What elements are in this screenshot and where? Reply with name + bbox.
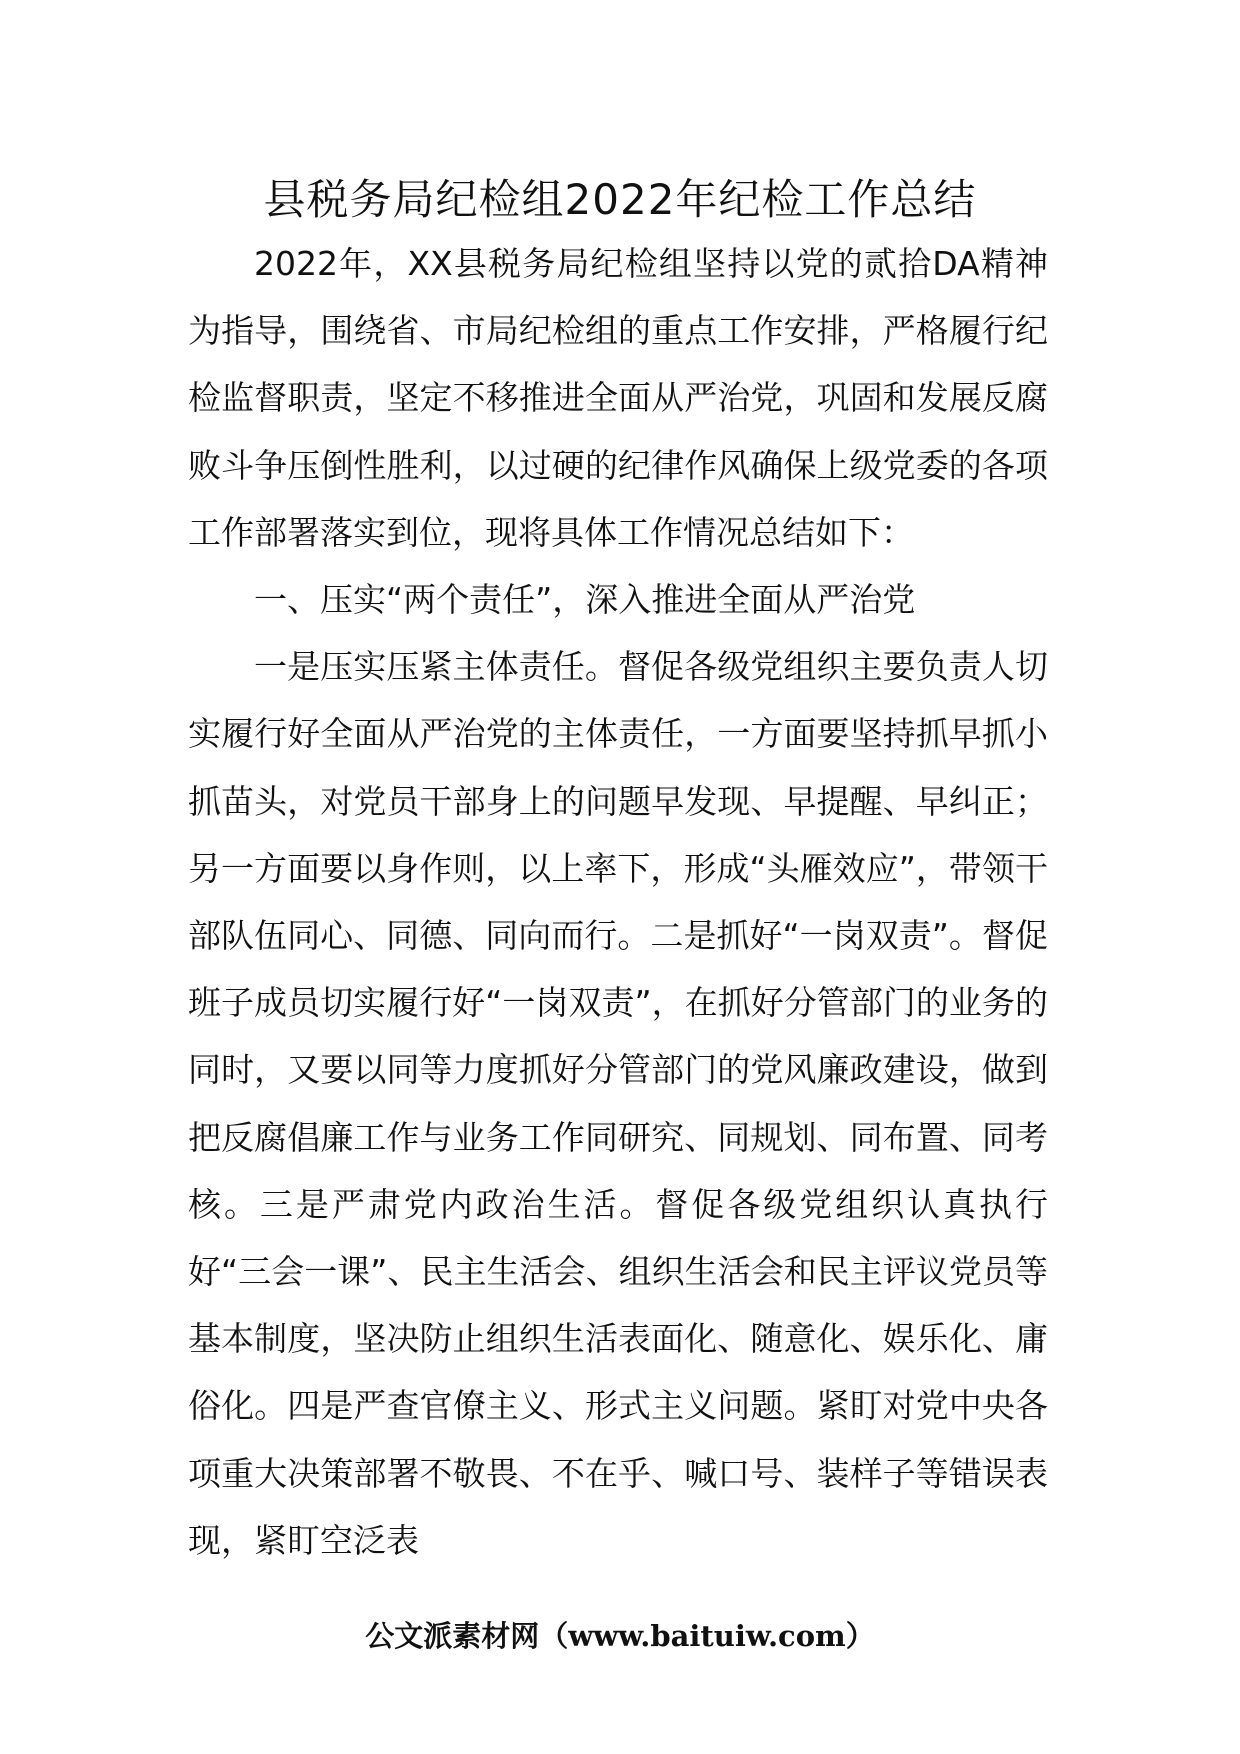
- document-body: [188, 230, 1048, 1574]
- body-paragraph: 一是压实压紧主体责任。督促各级党组织主要负责人切实履行好全面从严治党的主体责任，一方面要坚持抓早抓小抓苗头，对党员干部身上的问题早发现、早提醒、早纠正；另一方面要以身作则，以上率下，形成“头雁效应”，带领干部队伍同心、同德、同向而行。二是抓好“一岗双责”。督促班子成员切实履行好“一岗双责”，在抓好分管部门的业务的同时，又要以同等力度抓好分管部门的党风廉政建设，做到把反腐倡廉工作与业务工作同研究、同规划、同布置、同考核。三是严肃党内政治生活。督促各级党组织认真执行好“三会一课”、民主生活会、组织生活会和民主评议党员等基本制度，坚决防止组织生活表面化、随意化、娱乐化、庸俗化。四是严查官僚主义、形式主义问题。紧盯对党中央各项重大决策部署不敬畏、不在乎、喊口号、装样子等错误表现，紧盯空泛表: [188, 647, 1048, 1560]
- section-heading: 一、压实“两个责任”，深入推进全面从严治党: [254, 580, 916, 620]
- footer-watermark: 公文派素材网（www.baituiw.com）: [365, 1619, 875, 1653]
- document-title: 县税务局纪检组2022年纪检工作总结: [263, 175, 977, 224]
- intro-paragraph: 2022年，XX县税务局纪检组坚持以党的贰拾DA精神为指导，围绕省、市局纪检组的重点工作安排，严格履行纪检监督职责，坚定不移推进全面从严治党，巩固和发展反腐败斗争压倒性胜利，以过硬的纪律作风确保上级党委的各项工作部署落实到位，现将具体工作情况总结如下：: [188, 244, 1048, 552]
